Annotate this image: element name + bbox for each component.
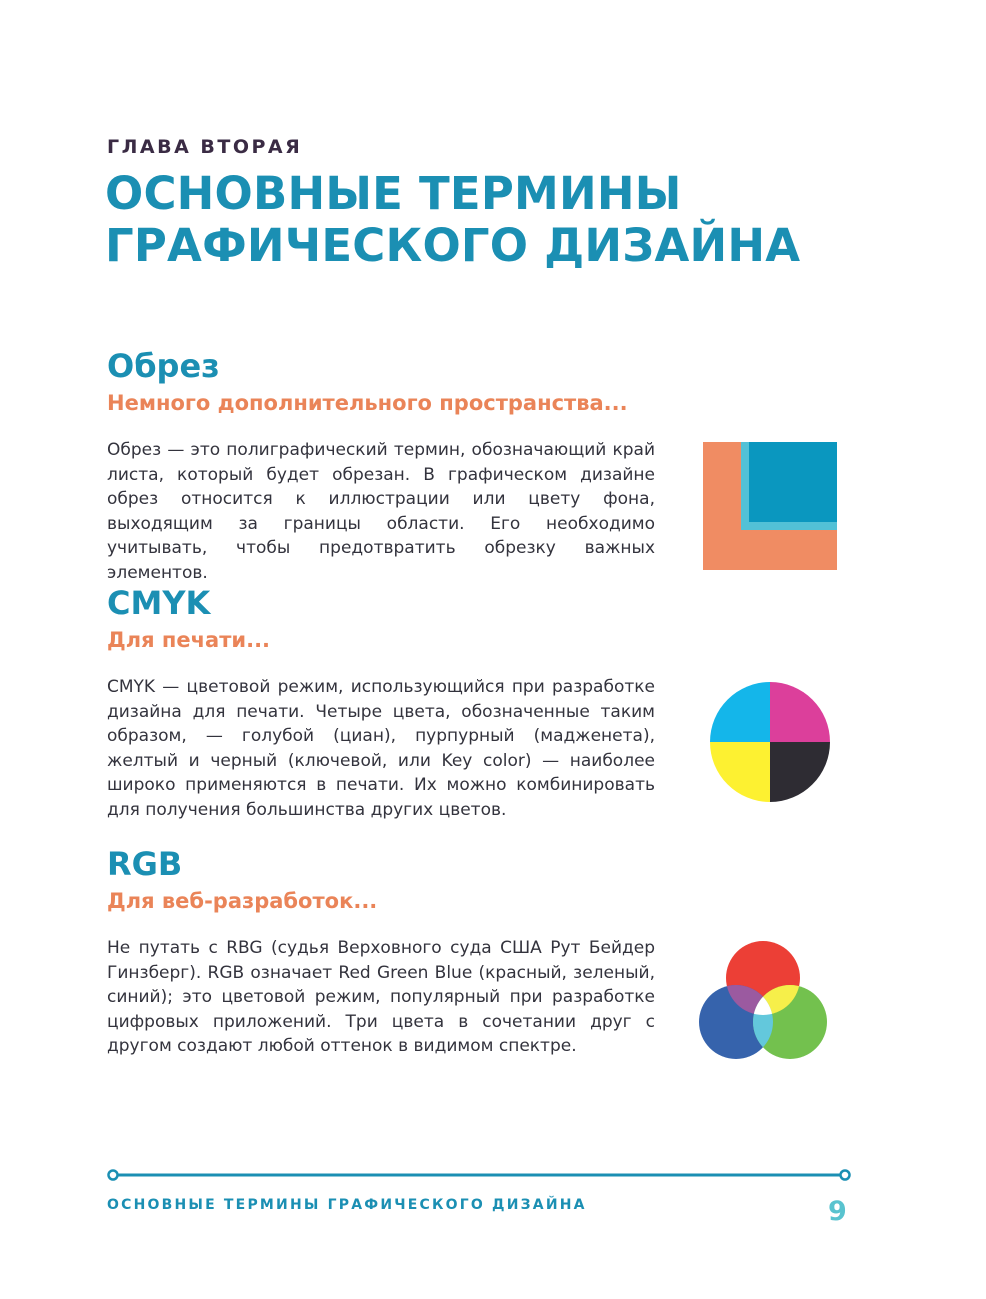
rgb-venn-icon (697, 938, 829, 1060)
cyan-quadrant (710, 682, 770, 742)
bleed-safe-area (749, 442, 837, 522)
section-body: CMYK — цветовой режим, использующийся при разработке дизайна для печати. Четыре цвета, обозначенные таким образом, — голубой (циан), пурпурный (мадженета), желтый и черный (ключевой, или Key color) — наиболее широко применяются в печати. Их можно комбинировать для получения большинства других цветов. (107, 677, 655, 820)
footer-title: ОСНОВНЫЕ ТЕРМИНЫ ГРАФИЧЕСКОГО ДИЗАЙНА (107, 1197, 587, 1213)
section-rgb (107, 845, 667, 1059)
chapter-label: ГЛАВА ВТОРАЯ (107, 136, 303, 158)
page-number: 9 (828, 1196, 847, 1227)
section-title: RGB (107, 845, 183, 883)
footer-rule-left-dot (109, 1171, 118, 1180)
black-quadrant (770, 742, 830, 802)
section-body: Не путать с RBG (судья Верховного суда США Рут Бейдер Гинзберг). RGB означает Red Green Blue (красный, зеленый, синий); это цветовой режим, популярный при разработке цифровых приложений. Три цвета в сочетании друг с другом создают любой оттенок в видимом спектре. (107, 938, 655, 1056)
section-title: Обрез (107, 347, 220, 385)
section-title: CMYK (107, 584, 211, 622)
section-bleed (107, 347, 667, 585)
section-body: Обрез — это полиграфический термин, обозначающий край листа, который будет обрезан. В графическом дизайне обрез относится к иллюстрации или цвету фона, выходящим за границы области. Его необходимо учитывать, чтобы предотвратить обрезку важных элементов. (107, 440, 655, 583)
section-cmyk (107, 584, 667, 822)
section-subtitle: Немного дополнительного пространства... (107, 391, 628, 415)
bleed-diagram-icon (703, 442, 837, 570)
magenta-quadrant (770, 682, 830, 742)
footer-rule (106, 1168, 852, 1182)
page-title: ОСНОВНЫЕ ТЕРМИНЫ ГРАФИЧЕСКОГО ДИЗАЙНА (105, 167, 801, 272)
section-subtitle: Для печати... (107, 628, 271, 652)
footer-rule-right-dot (841, 1171, 850, 1180)
yellow-quadrant (710, 742, 770, 802)
cmyk-circle-icon (708, 680, 832, 804)
section-subtitle: Для веб-разработок... (107, 889, 378, 913)
